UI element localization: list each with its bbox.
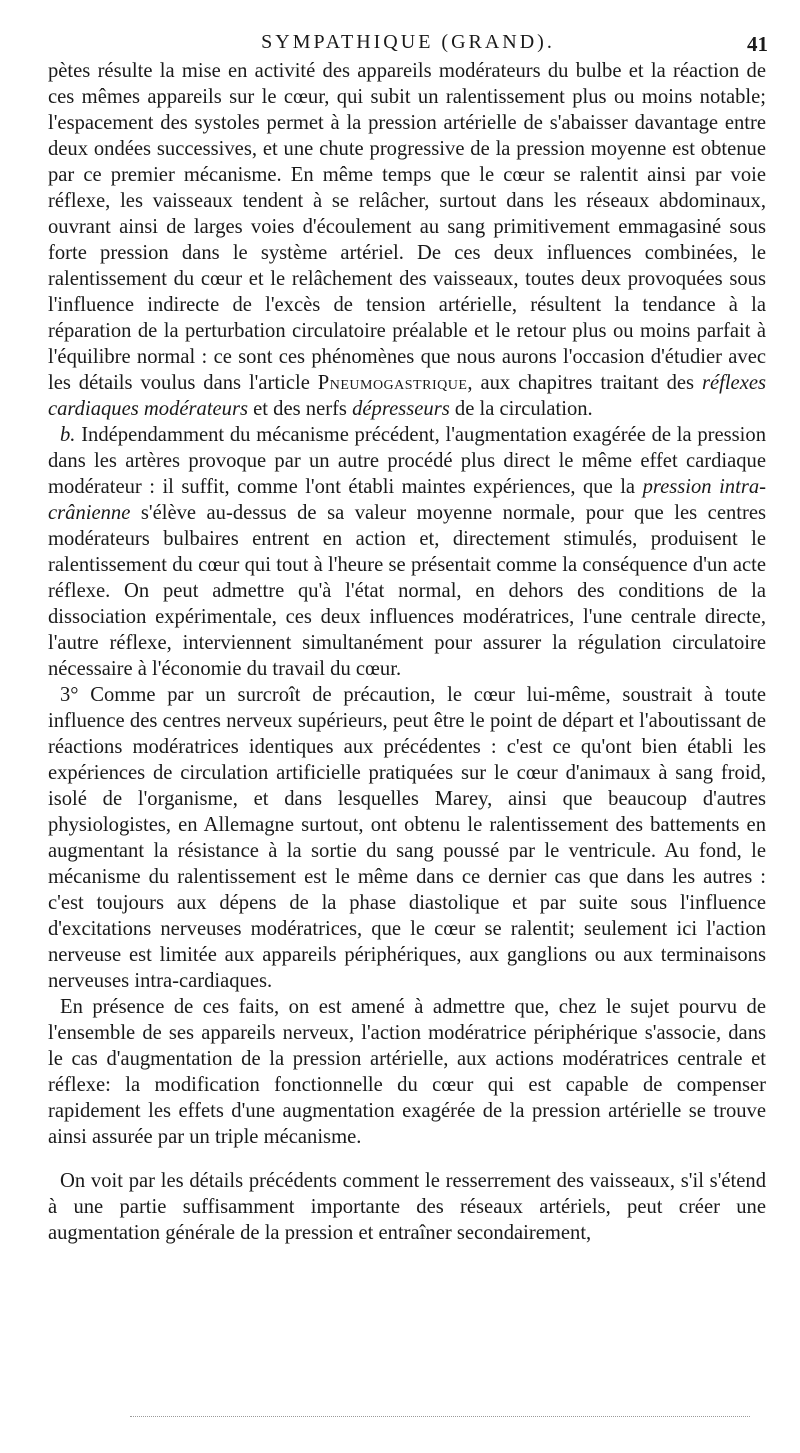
page-number: 41 — [747, 32, 768, 56]
paragraph-1-connector: et des nerfs — [253, 398, 347, 420]
paragraph-2 — [48, 422, 766, 682]
article-reference: Pneumogastrique — [317, 372, 468, 394]
paragraph-1-middle: , aux chapitres traitant des — [467, 372, 695, 394]
paragraph-2-end: s'élève au-dessus de sa valeur moyenne normale, pour que les centres modérateurs bulbaires entrent en action et, directement stimulés, produisent le ralentissement du cœur qui tout à l'heure se présentait comme la conséquence d'un acte réflexe. On peut admettre qu'à l'état normal, en dehors des conditions de la dissociation expérimentale, ces deux influences modératrices, l'une centrale directe, l'autre réflexe, interviennent simultanément pour assurer la régulation circulatoire nécessaire à l'économie du travail du cœur. — [48, 502, 766, 680]
body-text — [48, 58, 766, 1246]
running-title: SYMPATHIQUE (GRAND). — [261, 31, 555, 53]
paragraph-4: En présence de ces faits, on est amené à admettre que, chez le sujet pourvu de l'ensemble de ses appareils nerveux, l'action modératrice périphérique s'associe, dans le cas d'augmentation de la pression artérielle, aux actions modératrices centrale et réflexe: la modification fonctionnelle du cœur qui est capable de compenser rapidement les effets d'une augmentation exagérée de la pression artérielle se trouve ainsi assurée par un triple mécanisme. — [48, 996, 766, 1148]
emphasis-depresseurs: dépresseurs — [352, 398, 450, 420]
paragraph-1 — [48, 58, 766, 422]
paragraph-5: On voit par les détails précédents comment le resserrement des vaisseaux, s'il s'étend à une partie suffisamment importante des réseaux artériels, peut créer une augmentation générale de la pression et entraîner secondairement, — [48, 1170, 766, 1244]
running-head — [48, 28, 768, 56]
emphasis-pression-intra-cranienne: pression intra-crânienne — [48, 476, 766, 524]
paragraph-2-label: b. — [60, 424, 76, 446]
bottom-rule — [130, 1416, 750, 1417]
paragraph-2-text: Indépendamment du mécanisme précédent, l'augmentation exagérée de la pression dans les artères provoque par un autre procédé plus direct le même effet cardiaque modérateur : il suffit, comme l'ont établi maintes expériences, que la — [48, 424, 766, 498]
paragraph-3: 3° Comme par un surcroît de précaution, le cœur lui-même, soustrait à toute influence des centres nerveux supérieurs, peut être le point de départ et l'aboutissant de réactions modératrices identiques aux précédentes : c'est ce qu'ont bien établi les expériences de circulation artificielle pratiquées sur le cœur d'animaux à sang froid, isolé de l'organisme, et dans lesquelles Marey, ainsi que beaucoup d'autres physiologistes, en Allemagne surtout, ont obtenu le ralentissement des battements en augmentant la résistance à la sortie du sang poussé par le ventricule. Au fond, le mécanisme du ralentissement est le même dans ce dernier cas que dans les autres : c'est toujours aux dépens de la phase diastolique et par suite sous l'influence d'excitations nerveuses modératrices, que le cœur se ralentit; seulement ici l'action nerveuse est limitée aux appareils périphériques, aux ganglions ou aux terminaisons nerveuses intra-cardiaques. — [48, 684, 766, 992]
emphasis-reflexes: réflexes cardiaques modérateurs — [48, 372, 766, 420]
paragraph-1-text: pètes résulte la mise en activité des appareils modérateurs du bulbe et la réaction de ces mêmes appareils sur le cœur, qui subit un ralentissement plus ou moins notable; l'espacement des systoles permet à la pression artérielle de s'abaisser davantage entre deux ondées successives, et une chute progressive de la pression moyenne est obtenue par ce premier mécanisme. En même temps que le cœur se ralentit ainsi par voie réflexe, les vaisseaux tendent à se relâcher, surtout dans les réseaux abdominaux, ouvrant ainsi de larges voies d'écoulement au sang primitivement emmagasiné sous forte pression dans le système artériel. De ces deux influences combinées, le ralentissement du cœur et le relâchement des vaisseaux, toutes deux provoquées sous l'influence indirecte de l'excès de tension artérielle, résultent la tendance à la réparation de la perturbation circulatoire préalable et le retour plus ou moins parfait à l'équilibre normal : ce sont ces phénomènes que nous aurons l'occasion d'étudier avec les détails voulus dans l'article — [48, 60, 766, 394]
paragraph-1-end: de la circulation. — [454, 398, 593, 420]
